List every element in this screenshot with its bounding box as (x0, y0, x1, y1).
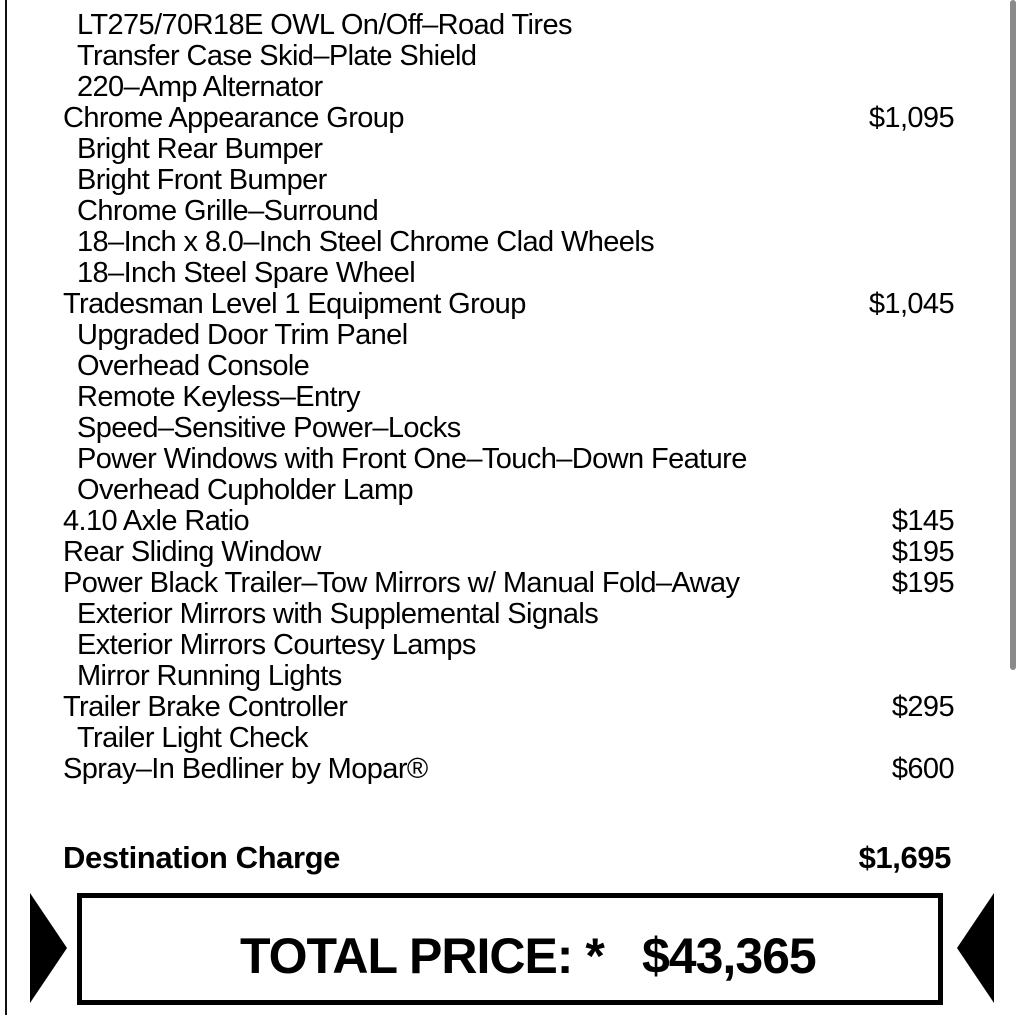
option-item-price: $195 (891, 536, 954, 568)
option-detail-row (0, 630, 1024, 661)
option-item-price: $600 (891, 753, 954, 785)
option-item-row (0, 537, 1024, 568)
total-price-label: TOTAL PRICE: * (240, 928, 604, 984)
option-detail-label: 18–Inch Steel Spare Wheel (77, 257, 416, 289)
option-detail-row (0, 41, 1024, 72)
option-item-row (0, 754, 1024, 785)
option-detail-row (0, 165, 1024, 196)
option-detail-row (0, 599, 1024, 630)
option-detail-row (0, 382, 1024, 413)
option-item-label: Tradesman Level 1 Equipment Group (63, 288, 526, 320)
option-detail-row (0, 661, 1024, 692)
option-detail-label: 220–Amp Alternator (77, 71, 323, 103)
option-detail-row (0, 258, 1024, 289)
options-list (0, 10, 1024, 785)
option-detail-label: Upgraded Door Trim Panel (77, 319, 408, 351)
destination-charge-price: $1,695 (858, 840, 951, 875)
option-detail-row (0, 444, 1024, 475)
option-detail-label: Overhead Cupholder Lamp (77, 474, 414, 506)
option-detail-label: Chrome Grille–Surround (77, 195, 379, 227)
option-item-price: $1,045 (868, 288, 954, 320)
option-item-label: Trailer Brake Controller (63, 691, 348, 723)
total-price-value: $43,365 (642, 928, 816, 984)
option-detail-row (0, 351, 1024, 382)
option-item-row (0, 692, 1024, 723)
option-detail-row (0, 413, 1024, 444)
option-detail-label: Power Windows with Front One–Touch–Down Feature (77, 443, 747, 475)
option-detail-label: Overhead Console (77, 350, 310, 382)
option-detail-row (0, 723, 1024, 754)
option-detail-label: Bright Rear Bumper (77, 133, 323, 165)
option-detail-label: LT275/70R18E OWL On/Off–Road Tires (77, 9, 572, 41)
option-detail-label: Trailer Light Check (77, 722, 308, 754)
option-item-label: Spray–In Bedliner by Mopar® (63, 753, 428, 785)
destination-charge-label: Destination Charge (63, 840, 341, 875)
option-detail-label: Exterior Mirrors with Supplemental Signals (77, 598, 599, 630)
option-detail-row (0, 72, 1024, 103)
option-detail-label: Mirror Running Lights (77, 660, 342, 692)
option-item-label: Chrome Appearance Group (63, 102, 404, 134)
option-detail-row (0, 134, 1024, 165)
option-detail-row (0, 10, 1024, 41)
option-detail-row (0, 475, 1024, 506)
triangle-left-icon (957, 893, 994, 1003)
option-detail-label: Bright Front Bumper (77, 164, 327, 196)
option-item-price: $195 (891, 567, 954, 599)
option-detail-label: Transfer Case Skid–Plate Shield (77, 40, 477, 72)
option-detail-label: Exterior Mirrors Courtesy Lamps (77, 629, 476, 661)
option-item-label: 4.10 Axle Ratio (63, 505, 250, 537)
destination-charge-row (0, 840, 1024, 876)
option-detail-label: Remote Keyless–Entry (77, 381, 360, 413)
option-item-label: Power Black Trailer–Tow Mirrors w/ Manual Fold–Away (63, 567, 740, 599)
option-detail-label: 18–Inch x 8.0–Inch Steel Chrome Clad Wheels (77, 226, 655, 258)
option-item-price: $145 (891, 505, 954, 537)
option-item-row (0, 506, 1024, 537)
total-price-box (77, 893, 943, 1005)
option-detail-row (0, 196, 1024, 227)
option-item-price: $295 (891, 691, 954, 723)
option-item-row (0, 103, 1024, 134)
option-detail-row (0, 227, 1024, 258)
option-item-row (0, 568, 1024, 599)
option-detail-label: Speed–Sensitive Power–Locks (77, 412, 461, 444)
option-detail-row (0, 320, 1024, 351)
option-item-label: Rear Sliding Window (63, 536, 321, 568)
option-item-price: $1,095 (868, 102, 954, 134)
option-item-row (0, 289, 1024, 320)
triangle-right-icon (30, 893, 67, 1003)
